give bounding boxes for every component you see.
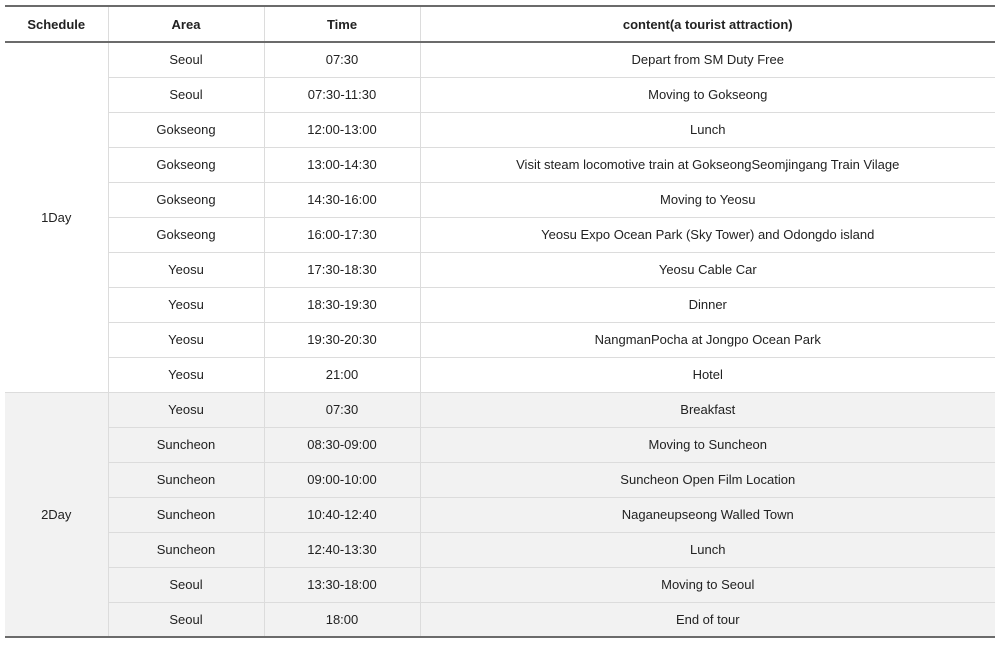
time-cell: 10:40-12:40 <box>264 497 420 532</box>
content-cell: Hotel <box>420 357 995 392</box>
time-cell: 13:30-18:00 <box>264 567 420 602</box>
area-cell: Gokseong <box>108 217 264 252</box>
table-row <box>5 497 995 532</box>
content-cell: Dinner <box>420 287 995 322</box>
table-header <box>5 6 995 42</box>
area-cell: Gokseong <box>108 112 264 147</box>
table-row <box>5 602 995 637</box>
content-cell: Moving to Yeosu <box>420 182 995 217</box>
time-cell: 13:00-14:30 <box>264 147 420 182</box>
time-cell: 18:00 <box>264 602 420 637</box>
content-cell: Yeosu Cable Car <box>420 252 995 287</box>
table-row <box>5 147 995 182</box>
header-row <box>5 6 995 42</box>
header-time: Time <box>264 6 420 42</box>
schedule-day-cell: 1Day <box>5 42 108 392</box>
content-cell: Depart from SM Duty Free <box>420 42 995 77</box>
area-cell: Gokseong <box>108 147 264 182</box>
content-cell: Visit steam locomotive train at GokseongSeomjingang Train Vilage <box>420 147 995 182</box>
area-cell: Yeosu <box>108 287 264 322</box>
area-cell: Yeosu <box>108 252 264 287</box>
time-cell: 18:30-19:30 <box>264 287 420 322</box>
area-cell: Seoul <box>108 567 264 602</box>
content-cell: End of tour <box>420 602 995 637</box>
table-row <box>5 112 995 147</box>
table-row <box>5 252 995 287</box>
table-row <box>5 42 995 77</box>
content-cell: Suncheon Open Film Location <box>420 462 995 497</box>
area-cell: Yeosu <box>108 357 264 392</box>
content-cell: Naganeupseong Walled Town <box>420 497 995 532</box>
area-cell: Suncheon <box>108 532 264 567</box>
table-row <box>5 182 995 217</box>
table-row <box>5 77 995 112</box>
table-row <box>5 357 995 392</box>
area-cell: Yeosu <box>108 322 264 357</box>
tour-schedule-table <box>5 5 995 638</box>
header-content: content(a tourist attraction) <box>420 6 995 42</box>
area-cell: Yeosu <box>108 392 264 427</box>
schedule-table-wrapper <box>5 5 995 638</box>
table-row <box>5 462 995 497</box>
table-row <box>5 392 995 427</box>
table-row <box>5 532 995 567</box>
content-cell: Lunch <box>420 532 995 567</box>
content-cell: Moving to Suncheon <box>420 427 995 462</box>
content-cell: Lunch <box>420 112 995 147</box>
time-cell: 19:30-20:30 <box>264 322 420 357</box>
area-cell: Suncheon <box>108 462 264 497</box>
time-cell: 08:30-09:00 <box>264 427 420 462</box>
time-cell: 16:00-17:30 <box>264 217 420 252</box>
time-cell: 07:30 <box>264 42 420 77</box>
time-cell: 12:40-13:30 <box>264 532 420 567</box>
table-body <box>5 42 995 637</box>
time-cell: 14:30-16:00 <box>264 182 420 217</box>
area-cell: Seoul <box>108 602 264 637</box>
schedule-day-cell: 2Day <box>5 392 108 637</box>
header-area: Area <box>108 6 264 42</box>
area-cell: Suncheon <box>108 427 264 462</box>
table-row <box>5 427 995 462</box>
table-row <box>5 287 995 322</box>
time-cell: 21:00 <box>264 357 420 392</box>
area-cell: Gokseong <box>108 182 264 217</box>
content-cell: Moving to Seoul <box>420 567 995 602</box>
time-cell: 09:00-10:00 <box>264 462 420 497</box>
area-cell: Seoul <box>108 77 264 112</box>
table-row <box>5 217 995 252</box>
area-cell: Seoul <box>108 42 264 77</box>
content-cell: Yeosu Expo Ocean Park (Sky Tower) and Odongdo island <box>420 217 995 252</box>
content-cell: Moving to Gokseong <box>420 77 995 112</box>
time-cell: 07:30 <box>264 392 420 427</box>
time-cell: 12:00-13:00 <box>264 112 420 147</box>
time-cell: 17:30-18:30 <box>264 252 420 287</box>
content-cell: Breakfast <box>420 392 995 427</box>
time-cell: 07:30-11:30 <box>264 77 420 112</box>
table-row <box>5 567 995 602</box>
header-schedule: Schedule <box>5 6 108 42</box>
area-cell: Suncheon <box>108 497 264 532</box>
content-cell: NangmanPocha at Jongpo Ocean Park <box>420 322 995 357</box>
table-row <box>5 322 995 357</box>
